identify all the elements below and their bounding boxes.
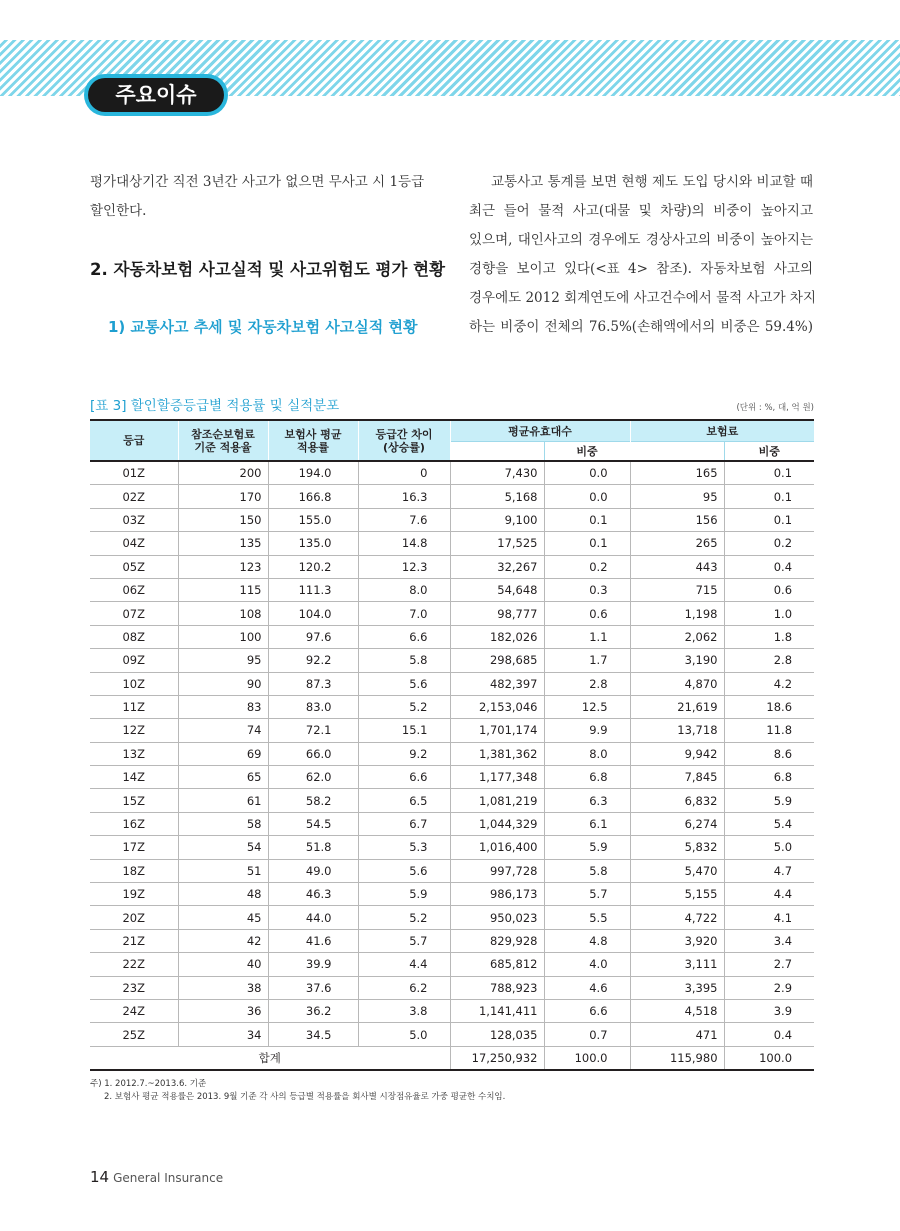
cell-premium: 443 <box>630 555 724 578</box>
cell-grade: 20Z <box>90 906 178 929</box>
cell-grade-diff: 15.1 <box>358 719 450 742</box>
cell-grade-diff: 5.7 <box>358 929 450 952</box>
cell-insurer-rate: 44.0 <box>268 906 358 929</box>
cell-grade: 22Z <box>90 953 178 976</box>
table-unit: (단위 : %, 대, 억 원) <box>736 403 814 413</box>
cell-vehicles-share: 5.8 <box>544 859 630 882</box>
cell-insurer-rate: 155.0 <box>268 508 358 531</box>
header-vehicles: 평균유효대수 <box>450 420 630 442</box>
page-footer <box>90 1167 223 1186</box>
cell-grade: 24Z <box>90 999 178 1022</box>
cell-grade: 08Z <box>90 625 178 648</box>
paragraph-line: 평가대상기간 직전 3년간 사고가 없으면 무사고 시 1등급 <box>90 174 425 190</box>
table-row <box>90 719 814 742</box>
table-row <box>90 578 814 601</box>
cell-vehicles: 298,685 <box>450 649 544 672</box>
cell-ref-rate: 123 <box>178 555 268 578</box>
cell-premium-share: 0.4 <box>724 1023 814 1046</box>
cell-ref-rate: 74 <box>178 719 268 742</box>
cell-grade: 14Z <box>90 766 178 789</box>
cell-premium: 265 <box>630 532 724 555</box>
cell-vehicles-share: 0.1 <box>544 508 630 531</box>
table-row <box>90 461 814 485</box>
cell-grade: 12Z <box>90 719 178 742</box>
cell-premium-share: 1.0 <box>724 602 814 625</box>
table-row <box>90 625 814 648</box>
cell-grade: 09Z <box>90 649 178 672</box>
cell-insurer-rate: 166.8 <box>268 485 358 508</box>
cell-premium: 13,718 <box>630 719 724 742</box>
cell-grade-diff: 4.4 <box>358 953 450 976</box>
cell-vehicles-share: 8.0 <box>544 742 630 765</box>
table-row <box>90 766 814 789</box>
cell-insurer-rate: 111.3 <box>268 578 358 601</box>
cell-grade: 11Z <box>90 695 178 718</box>
table-row <box>90 508 814 531</box>
table-row <box>90 789 814 812</box>
header-vehicles-share: 비중 <box>544 442 630 462</box>
cell-insurer-rate: 41.6 <box>268 929 358 952</box>
table-notes <box>90 1078 505 1104</box>
cell-insurer-rate: 49.0 <box>268 859 358 882</box>
cell-insurer-rate: 87.3 <box>268 672 358 695</box>
cell-premium-share: 2.9 <box>724 976 814 999</box>
cell-grade: 23Z <box>90 976 178 999</box>
cell-vehicles: 1,016,400 <box>450 836 544 859</box>
cell-premium: 1,198 <box>630 602 724 625</box>
cell-insurer-rate: 72.1 <box>268 719 358 742</box>
cell-premium-share: 0.1 <box>724 485 814 508</box>
paragraph-line: 교통사고 통계를 보면 현행 제도 도입 당시와 비교할 때 <box>491 174 813 190</box>
cell-premium: 9,942 <box>630 742 724 765</box>
cell-grade-diff: 6.6 <box>358 625 450 648</box>
cell-vehicles-share: 6.6 <box>544 999 630 1022</box>
table-row <box>90 812 814 835</box>
cell-insurer-rate: 58.2 <box>268 789 358 812</box>
cell-vehicles-share: 6.3 <box>544 789 630 812</box>
cell-vehicles: 2,153,046 <box>450 695 544 718</box>
cell-premium: 6,832 <box>630 789 724 812</box>
cell-vehicles: 182,026 <box>450 625 544 648</box>
cell-grade: 03Z <box>90 508 178 531</box>
cell-premium-share: 0.1 <box>724 461 814 485</box>
section-badge <box>84 74 228 116</box>
cell-premium-share: 3.9 <box>724 999 814 1022</box>
cell-vehicles: 1,381,362 <box>450 742 544 765</box>
table-row <box>90 929 814 952</box>
cell-premium-share: 8.6 <box>724 742 814 765</box>
cell-ref-rate: 61 <box>178 789 268 812</box>
cell-ref-rate: 40 <box>178 953 268 976</box>
paragraph-line: 경우에도 2012 회계연도에 사고건수에서 물적 사고가 차지 <box>469 290 817 306</box>
table-row <box>90 999 814 1022</box>
total-vehicles-share: 100.0 <box>544 1046 630 1070</box>
cell-premium-share: 2.8 <box>724 649 814 672</box>
cell-premium: 3,395 <box>630 976 724 999</box>
cell-premium-share: 5.0 <box>724 836 814 859</box>
cell-vehicles: 1,081,219 <box>450 789 544 812</box>
cell-ref-rate: 36 <box>178 999 268 1022</box>
cell-grade: 25Z <box>90 1023 178 1046</box>
cell-insurer-rate: 66.0 <box>268 742 358 765</box>
cell-premium-share: 5.4 <box>724 812 814 835</box>
cell-premium-share: 0.1 <box>724 508 814 531</box>
table-total-row <box>90 1046 814 1070</box>
cell-grade: 16Z <box>90 812 178 835</box>
cell-premium: 4,722 <box>630 906 724 929</box>
cell-vehicles-share: 1.1 <box>544 625 630 648</box>
cell-grade-diff: 6.6 <box>358 766 450 789</box>
cell-premium-share: 4.4 <box>724 883 814 906</box>
table-row <box>90 485 814 508</box>
cell-grade: 07Z <box>90 602 178 625</box>
cell-grade: 21Z <box>90 929 178 952</box>
cell-grade-diff: 14.8 <box>358 532 450 555</box>
section-heading: 2. 자동차보험 사고실적 및 사고위험도 평가 현황 <box>90 260 446 279</box>
cell-vehicles: 128,035 <box>450 1023 544 1046</box>
cell-vehicles-share: 9.9 <box>544 719 630 742</box>
cell-premium-share: 4.2 <box>724 672 814 695</box>
cell-ref-rate: 100 <box>178 625 268 648</box>
cell-grade: 17Z <box>90 836 178 859</box>
left-column-paragraph <box>90 168 435 226</box>
cell-insurer-rate: 36.2 <box>268 999 358 1022</box>
cell-insurer-rate: 135.0 <box>268 532 358 555</box>
total-label: 합계 <box>90 1046 450 1070</box>
table-row <box>90 976 814 999</box>
cell-vehicles-share: 5.5 <box>544 906 630 929</box>
cell-ref-rate: 51 <box>178 859 268 882</box>
cell-vehicles: 685,812 <box>450 953 544 976</box>
cell-ref-rate: 45 <box>178 906 268 929</box>
cell-insurer-rate: 83.0 <box>268 695 358 718</box>
total-premium-share: 100.0 <box>724 1046 814 1070</box>
cell-ref-rate: 95 <box>178 649 268 672</box>
cell-vehicles: 950,023 <box>450 906 544 929</box>
cell-premium: 2,062 <box>630 625 724 648</box>
cell-vehicles: 997,728 <box>450 859 544 882</box>
paragraph-line: 있으며, 대인사고의 경우에도 경상사고의 비중이 높아지는 <box>469 232 813 248</box>
cell-insurer-rate: 120.2 <box>268 555 358 578</box>
header-grade-diff: 등급간 차이 (상승률) <box>358 420 450 461</box>
cell-grade-diff: 6.5 <box>358 789 450 812</box>
cell-vehicles: 17,525 <box>450 532 544 555</box>
cell-grade-diff: 3.8 <box>358 999 450 1022</box>
cell-insurer-rate: 194.0 <box>268 461 358 485</box>
cell-vehicles: 7,430 <box>450 461 544 485</box>
table-row <box>90 555 814 578</box>
note-line: 2. 보험사 평균 적용률은 2013. 9월 기준 각 사의 등급별 적용률을 회사별 시장점유율로 가중 평균한 수치임. <box>104 1092 506 1102</box>
paragraph-line: 할인한다. <box>90 203 147 219</box>
cell-vehicles-share: 6.1 <box>544 812 630 835</box>
cell-vehicles-share: 0.6 <box>544 602 630 625</box>
cell-premium: 5,155 <box>630 883 724 906</box>
cell-grade-diff: 5.2 <box>358 906 450 929</box>
cell-vehicles-share: 0.1 <box>544 532 630 555</box>
cell-grade-diff: 5.6 <box>358 859 450 882</box>
cell-vehicles: 1,044,329 <box>450 812 544 835</box>
cell-grade: 13Z <box>90 742 178 765</box>
table-row <box>90 649 814 672</box>
cell-grade-diff: 0 <box>358 461 450 485</box>
cell-premium-share: 0.6 <box>724 578 814 601</box>
cell-ref-rate: 115 <box>178 578 268 601</box>
cell-insurer-rate: 39.9 <box>268 953 358 976</box>
cell-premium-share: 2.7 <box>724 953 814 976</box>
cell-vehicles: 9,100 <box>450 508 544 531</box>
header-ref-rate: 참조순보험료 기준 적용율 <box>178 420 268 461</box>
cell-ref-rate: 200 <box>178 461 268 485</box>
cell-premium: 5,470 <box>630 859 724 882</box>
cell-grade-diff: 5.9 <box>358 883 450 906</box>
table-row <box>90 836 814 859</box>
cell-vehicles-share: 2.8 <box>544 672 630 695</box>
publication-name: General Insurance <box>113 1171 224 1185</box>
cell-premium-share: 0.2 <box>724 532 814 555</box>
cell-vehicles-share: 12.5 <box>544 695 630 718</box>
cell-vehicles: 98,777 <box>450 602 544 625</box>
cell-grade: 18Z <box>90 859 178 882</box>
cell-insurer-rate: 62.0 <box>268 766 358 789</box>
subsection-heading: 1) 교통사고 추세 및 자동차보험 사고실적 현황 <box>108 318 418 336</box>
header-premium: 보험료 <box>630 420 814 442</box>
cell-vehicles-share: 5.7 <box>544 883 630 906</box>
cell-grade-diff: 9.2 <box>358 742 450 765</box>
cell-grade: 04Z <box>90 532 178 555</box>
cell-premium: 3,111 <box>630 953 724 976</box>
cell-premium: 471 <box>630 1023 724 1046</box>
cell-grade-diff: 16.3 <box>358 485 450 508</box>
cell-vehicles: 32,267 <box>450 555 544 578</box>
cell-insurer-rate: 37.6 <box>268 976 358 999</box>
cell-premium: 4,870 <box>630 672 724 695</box>
cell-ref-rate: 83 <box>178 695 268 718</box>
table-row <box>90 672 814 695</box>
cell-grade: 02Z <box>90 485 178 508</box>
paragraph-line: 하는 비중이 전체의 76.5%(손해액에서의 비중은 59.4%) <box>469 319 813 335</box>
cell-grade: 06Z <box>90 578 178 601</box>
header-grade: 등급 <box>90 420 178 461</box>
header-premium-share: 비중 <box>724 442 814 462</box>
cell-ref-rate: 135 <box>178 532 268 555</box>
total-premium: 115,980 <box>630 1046 724 1070</box>
cell-grade-diff: 5.3 <box>358 836 450 859</box>
cell-ref-rate: 108 <box>178 602 268 625</box>
cell-ref-rate: 38 <box>178 976 268 999</box>
cell-vehicles-share: 0.7 <box>544 1023 630 1046</box>
cell-vehicles-share: 0.3 <box>544 578 630 601</box>
cell-vehicles-share: 1.7 <box>544 649 630 672</box>
cell-premium: 156 <box>630 508 724 531</box>
cell-vehicles: 829,928 <box>450 929 544 952</box>
cell-premium-share: 5.9 <box>724 789 814 812</box>
page-number: 14 <box>90 1168 110 1186</box>
cell-insurer-rate: 97.6 <box>268 625 358 648</box>
cell-vehicles-share: 4.6 <box>544 976 630 999</box>
cell-ref-rate: 42 <box>178 929 268 952</box>
cell-ref-rate: 90 <box>178 672 268 695</box>
cell-vehicles-share: 6.8 <box>544 766 630 789</box>
cell-ref-rate: 54 <box>178 836 268 859</box>
cell-ref-rate: 58 <box>178 812 268 835</box>
cell-ref-rate: 69 <box>178 742 268 765</box>
table-row <box>90 532 814 555</box>
rate-distribution-table <box>90 419 814 1071</box>
table-row <box>90 906 814 929</box>
cell-premium-share: 3.4 <box>724 929 814 952</box>
cell-premium: 165 <box>630 461 724 485</box>
cell-grade-diff: 5.2 <box>358 695 450 718</box>
paragraph-line: 경향을 보이고 있다(<표 4> 참조). 자동차보험 사고의 <box>469 261 813 277</box>
table-caption: [표 3] 할인할증등급별 적용률 및 실적분포 <box>90 398 340 414</box>
cell-grade: 15Z <box>90 789 178 812</box>
cell-vehicles: 986,173 <box>450 883 544 906</box>
header-insurer-rate: 보험사 평균 적용률 <box>268 420 358 461</box>
cell-ref-rate: 48 <box>178 883 268 906</box>
table-row <box>90 953 814 976</box>
cell-ref-rate: 34 <box>178 1023 268 1046</box>
cell-vehicles: 482,397 <box>450 672 544 695</box>
cell-grade-diff: 6.2 <box>358 976 450 999</box>
cell-premium: 95 <box>630 485 724 508</box>
cell-ref-rate: 65 <box>178 766 268 789</box>
cell-grade: 05Z <box>90 555 178 578</box>
cell-premium: 5,832 <box>630 836 724 859</box>
cell-vehicles-share: 0.2 <box>544 555 630 578</box>
cell-grade: 19Z <box>90 883 178 906</box>
cell-premium: 715 <box>630 578 724 601</box>
paragraph-line: 최근 들어 물적 사고(대물 및 차량)의 비중이 높아지고 <box>469 203 813 219</box>
cell-vehicles-share: 5.9 <box>544 836 630 859</box>
cell-grade-diff: 6.7 <box>358 812 450 835</box>
cell-insurer-rate: 104.0 <box>268 602 358 625</box>
table-row <box>90 859 814 882</box>
cell-premium: 6,274 <box>630 812 724 835</box>
cell-grade-diff: 5.0 <box>358 1023 450 1046</box>
cell-insurer-rate: 51.8 <box>268 836 358 859</box>
cell-grade: 01Z <box>90 461 178 485</box>
cell-grade-diff: 12.3 <box>358 555 450 578</box>
cell-premium-share: 6.8 <box>724 766 814 789</box>
cell-vehicles: 788,923 <box>450 976 544 999</box>
cell-vehicles: 5,168 <box>450 485 544 508</box>
cell-grade-diff: 5.8 <box>358 649 450 672</box>
cell-vehicles: 1,177,348 <box>450 766 544 789</box>
cell-vehicles-share: 0.0 <box>544 461 630 485</box>
cell-vehicles-share: 4.8 <box>544 929 630 952</box>
cell-grade-diff: 7.6 <box>358 508 450 531</box>
cell-insurer-rate: 46.3 <box>268 883 358 906</box>
cell-premium-share: 1.8 <box>724 625 814 648</box>
cell-grade-diff: 5.6 <box>358 672 450 695</box>
cell-premium-share: 4.7 <box>724 859 814 882</box>
cell-grade-diff: 7.0 <box>358 602 450 625</box>
cell-premium-share: 18.6 <box>724 695 814 718</box>
cell-premium: 21,619 <box>630 695 724 718</box>
cell-premium: 3,190 <box>630 649 724 672</box>
section-badge-label: 주요이슈 <box>88 78 224 112</box>
cell-vehicles-share: 0.0 <box>544 485 630 508</box>
table-row <box>90 742 814 765</box>
cell-vehicles: 54,648 <box>450 578 544 601</box>
table-row <box>90 1023 814 1046</box>
right-column-paragraph <box>469 168 817 342</box>
table-row <box>90 602 814 625</box>
cell-premium-share: 4.1 <box>724 906 814 929</box>
cell-premium: 4,518 <box>630 999 724 1022</box>
cell-premium-share: 11.8 <box>724 719 814 742</box>
total-vehicles: 17,250,932 <box>450 1046 544 1070</box>
cell-vehicles: 1,141,411 <box>450 999 544 1022</box>
cell-premium-share: 0.4 <box>724 555 814 578</box>
cell-vehicles-share: 4.0 <box>544 953 630 976</box>
cell-grade: 10Z <box>90 672 178 695</box>
note-line: 주) 1. 2012.7.~2013.6. 기준 <box>90 1079 207 1089</box>
cell-vehicles: 1,701,174 <box>450 719 544 742</box>
cell-premium: 7,845 <box>630 766 724 789</box>
cell-ref-rate: 150 <box>178 508 268 531</box>
cell-premium: 3,920 <box>630 929 724 952</box>
cell-grade-diff: 8.0 <box>358 578 450 601</box>
cell-insurer-rate: 34.5 <box>268 1023 358 1046</box>
cell-insurer-rate: 54.5 <box>268 812 358 835</box>
cell-ref-rate: 170 <box>178 485 268 508</box>
table-row <box>90 695 814 718</box>
cell-insurer-rate: 92.2 <box>268 649 358 672</box>
table-row <box>90 883 814 906</box>
